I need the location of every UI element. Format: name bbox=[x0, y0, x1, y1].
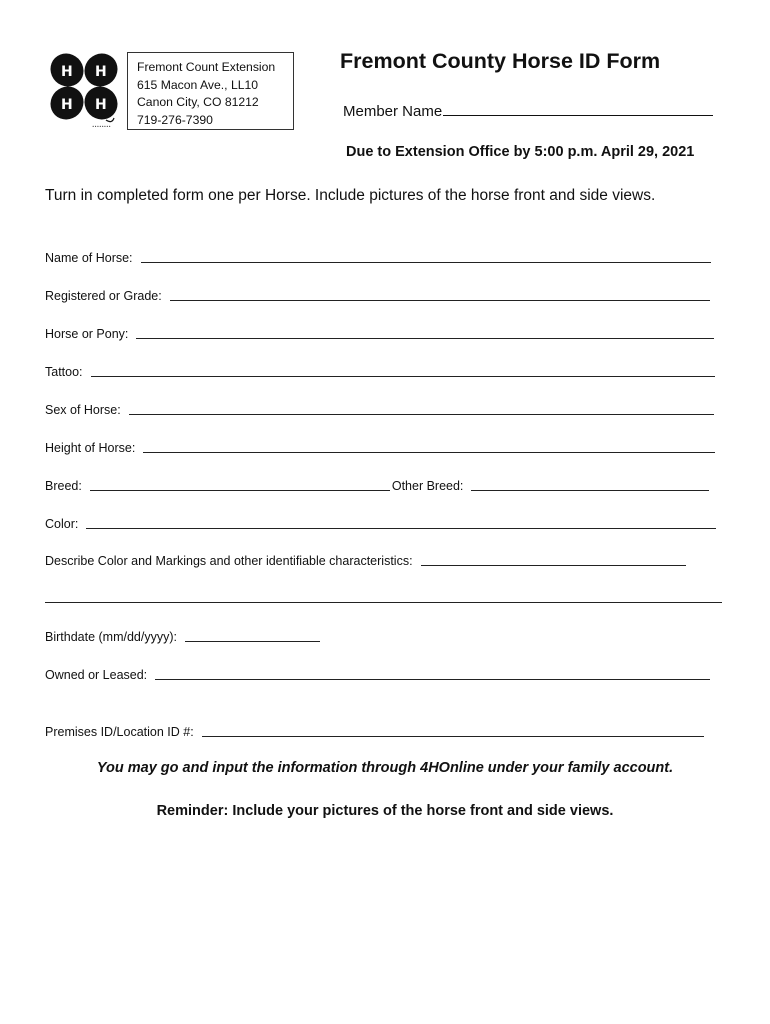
address-box bbox=[127, 52, 294, 130]
color-label: Color: bbox=[45, 517, 79, 531]
address-line: Fremont Count Extension bbox=[137, 60, 276, 74]
other-breed-label: Other Breed: bbox=[391, 479, 464, 493]
horse-or-pony-label: Horse or Pony: bbox=[45, 327, 129, 341]
due-date-note: Due to Extension Office by 5:00 p.m. April 29, 2021 bbox=[346, 144, 695, 160]
breed-field[interactable] bbox=[45, 475, 709, 493]
address-line: 615 Macon Ave., LL10 bbox=[137, 77, 259, 92]
color-field[interactable] bbox=[45, 513, 716, 531]
registered-or-grade-label: Registered or Grade: bbox=[45, 289, 162, 303]
other-breed-line[interactable] bbox=[471, 490, 709, 491]
address-line: Canon City, CO 81212 bbox=[137, 95, 259, 109]
horse-or-pony-line[interactable] bbox=[136, 338, 714, 339]
birthdate-line[interactable] bbox=[185, 641, 320, 642]
name-of-horse-label: Name of Horse: bbox=[45, 251, 133, 265]
member-name-line[interactable] bbox=[443, 99, 713, 116]
member-name-field[interactable] bbox=[343, 99, 713, 120]
describe-markings-label: Describe Color and Markings and other identifiable characteristics: bbox=[45, 554, 413, 568]
birthdate-field[interactable] bbox=[45, 626, 320, 644]
owned-or-leased-field[interactable] bbox=[45, 664, 710, 682]
horse-or-pony-field[interactable] bbox=[45, 323, 714, 341]
registered-or-grade-field[interactable] bbox=[45, 285, 710, 303]
tattoo-label: Tattoo: bbox=[45, 365, 83, 379]
owned-or-leased-label: Owned or Leased: bbox=[45, 668, 148, 682]
member-name-label: Member Name bbox=[343, 103, 443, 120]
premises-id-line[interactable] bbox=[202, 736, 704, 737]
svg-text:••••••••: •••••••• bbox=[92, 124, 111, 129]
owned-or-leased-line[interactable] bbox=[155, 679, 710, 680]
premises-id-label: Premises ID/Location ID #: bbox=[45, 725, 194, 739]
form-title: Fremont County Horse ID Form bbox=[340, 49, 661, 73]
svg-text:H: H bbox=[95, 97, 107, 113]
premises-id-field[interactable] bbox=[45, 721, 704, 739]
tattoo-line[interactable] bbox=[91, 376, 715, 377]
describe-markings-line-2[interactable] bbox=[45, 602, 722, 603]
registered-or-grade-line[interactable] bbox=[170, 300, 710, 301]
svg-text:H: H bbox=[61, 64, 73, 80]
instructions-text: Turn in completed form one per Horse. Include pictures of the horse front and side views. bbox=[45, 187, 656, 204]
sex-of-horse-label: Sex of Horse: bbox=[45, 403, 121, 417]
online-entry-note: You may go and input the information through 4HOnline under your family account. bbox=[96, 760, 674, 776]
svg-text:H: H bbox=[61, 97, 73, 113]
breed-line[interactable] bbox=[90, 490, 390, 491]
svg-text:H: H bbox=[95, 64, 107, 80]
height-of-horse-field[interactable] bbox=[45, 437, 715, 455]
reminder-note: Reminder: Include your pictures of the horse front and side views. bbox=[156, 803, 614, 819]
height-of-horse-label: Height of Horse: bbox=[45, 441, 136, 455]
birthdate-label: Birthdate (mm/dd/yyyy): bbox=[45, 630, 177, 644]
4h-clover-icon bbox=[46, 48, 122, 130]
tattoo-field[interactable] bbox=[45, 361, 715, 379]
height-of-horse-line[interactable] bbox=[143, 452, 715, 453]
name-of-horse-line[interactable] bbox=[141, 262, 711, 263]
sex-of-horse-field[interactable] bbox=[45, 399, 714, 417]
sex-of-horse-line[interactable] bbox=[129, 414, 714, 415]
color-line[interactable] bbox=[86, 528, 716, 529]
breed-label: Breed: bbox=[45, 479, 82, 493]
phone-number: 719-276-7390 bbox=[137, 112, 213, 127]
describe-markings-line[interactable] bbox=[421, 565, 686, 566]
name-of-horse-field[interactable] bbox=[45, 247, 711, 265]
describe-markings-field[interactable] bbox=[45, 550, 686, 568]
